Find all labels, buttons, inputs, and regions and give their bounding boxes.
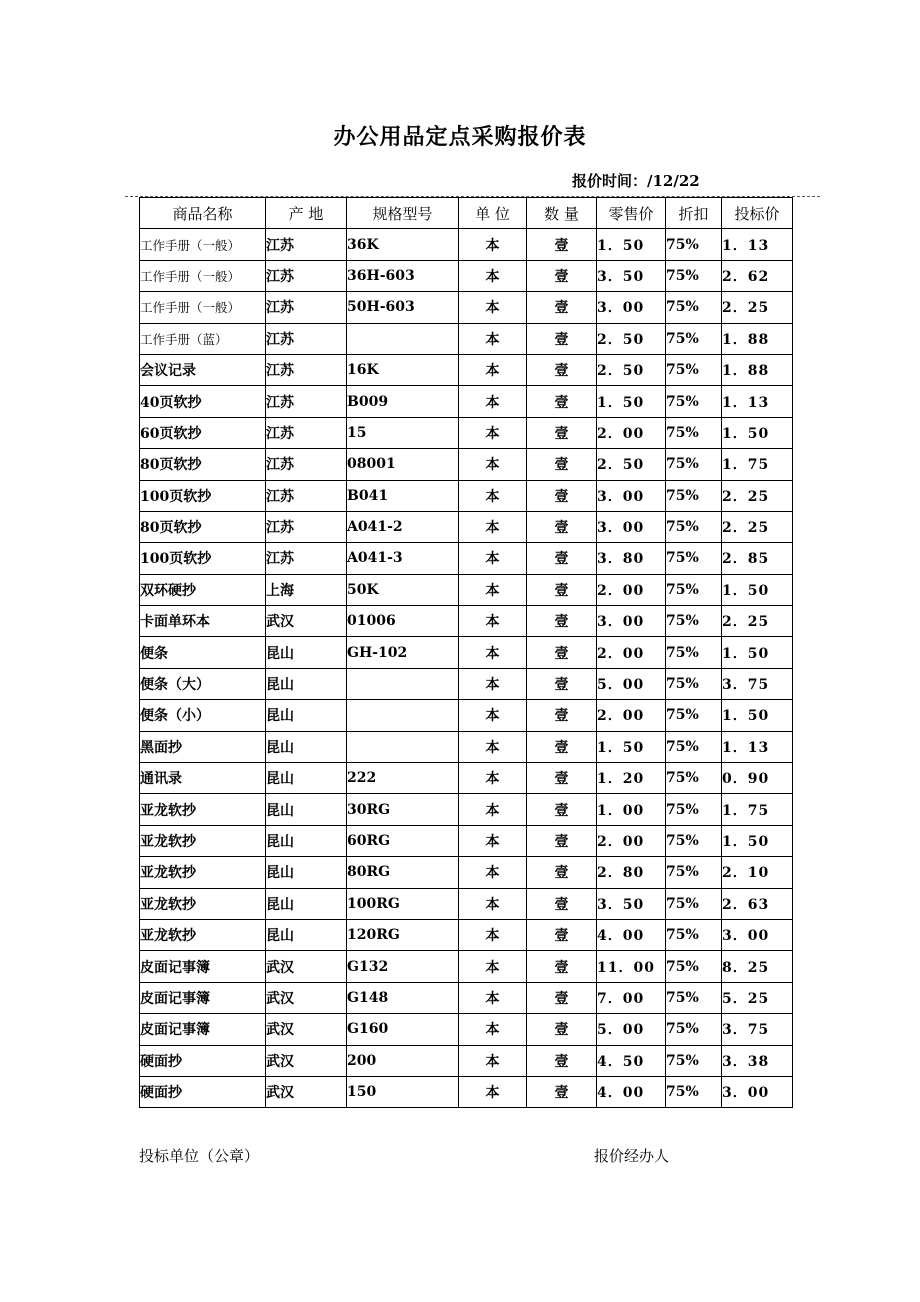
cell-spec: 100RG bbox=[347, 888, 459, 919]
table-row bbox=[140, 825, 793, 856]
table-row bbox=[140, 794, 793, 825]
cell-unit: 本 bbox=[459, 700, 527, 731]
cell-bid-price: 3．00 bbox=[722, 1076, 793, 1107]
cell-retail-price: 3．50 bbox=[597, 888, 666, 919]
table-header-row bbox=[140, 198, 793, 229]
cell-spec bbox=[347, 731, 459, 762]
cell-bid-price: 5．25 bbox=[722, 982, 793, 1013]
cell-origin: 武汉 bbox=[266, 1045, 347, 1076]
cell-discount: 75% bbox=[666, 292, 722, 323]
cell-bid-price: 2．85 bbox=[722, 543, 793, 574]
cell-quantity: 壹 bbox=[527, 543, 597, 574]
cell-retail-price: 2．00 bbox=[597, 417, 666, 448]
cell-unit: 本 bbox=[459, 480, 527, 511]
cell-bid-price: 3．00 bbox=[722, 919, 793, 950]
cell-name: 皮面记事簿 bbox=[140, 1014, 266, 1045]
cell-name: 工作手册（一般） bbox=[140, 292, 266, 323]
cell-quantity: 壹 bbox=[527, 731, 597, 762]
cell-retail-price: 1．00 bbox=[597, 794, 666, 825]
cell-name: 80页软抄 bbox=[140, 449, 266, 480]
cell-quantity: 壹 bbox=[527, 354, 597, 385]
cell-origin: 江苏 bbox=[266, 417, 347, 448]
cell-retail-price: 3．00 bbox=[597, 511, 666, 542]
cell-unit: 本 bbox=[459, 323, 527, 354]
cell-discount: 75% bbox=[666, 606, 722, 637]
cell-quantity: 壹 bbox=[527, 637, 597, 668]
cell-discount: 75% bbox=[666, 919, 722, 950]
cell-unit: 本 bbox=[459, 386, 527, 417]
cell-name: 黑面抄 bbox=[140, 731, 266, 762]
header-origin: 产 地 bbox=[266, 198, 347, 229]
cell-quantity: 壹 bbox=[527, 982, 597, 1013]
cell-name: 便条 bbox=[140, 637, 266, 668]
cell-spec: 01006 bbox=[347, 606, 459, 637]
table-row bbox=[140, 543, 793, 574]
cell-quantity: 壹 bbox=[527, 857, 597, 888]
cell-spec: 200 bbox=[347, 1045, 459, 1076]
cell-spec: 15 bbox=[347, 417, 459, 448]
cell-discount: 75% bbox=[666, 1045, 722, 1076]
header-retail-price: 零售价 bbox=[597, 198, 666, 229]
cell-unit: 本 bbox=[459, 606, 527, 637]
cell-discount: 75% bbox=[666, 260, 722, 291]
cell-name: 亚龙软抄 bbox=[140, 825, 266, 856]
cell-spec bbox=[347, 323, 459, 354]
cell-quantity: 壹 bbox=[527, 574, 597, 605]
cell-bid-price: 1．50 bbox=[722, 637, 793, 668]
cell-spec: G160 bbox=[347, 1014, 459, 1045]
cell-discount: 75% bbox=[666, 511, 722, 542]
table-row bbox=[140, 982, 793, 1013]
table-row bbox=[140, 480, 793, 511]
table-row bbox=[140, 229, 793, 260]
cell-retail-price: 4．00 bbox=[597, 1076, 666, 1107]
cell-discount: 75% bbox=[666, 668, 722, 699]
cell-name: 80页软抄 bbox=[140, 511, 266, 542]
cell-retail-price: 11．00 bbox=[597, 951, 666, 982]
price-table bbox=[139, 197, 793, 1108]
cell-discount: 75% bbox=[666, 480, 722, 511]
header-spec: 规格型号 bbox=[347, 198, 459, 229]
cell-unit: 本 bbox=[459, 951, 527, 982]
cell-quantity: 壹 bbox=[527, 919, 597, 950]
cell-spec: 120RG bbox=[347, 919, 459, 950]
cell-discount: 75% bbox=[666, 982, 722, 1013]
cell-unit: 本 bbox=[459, 574, 527, 605]
cell-origin: 江苏 bbox=[266, 449, 347, 480]
cell-retail-price: 1．50 bbox=[597, 229, 666, 260]
table-row bbox=[140, 763, 793, 794]
cell-name: 便条（大） bbox=[140, 668, 266, 699]
cell-retail-price: 2．00 bbox=[597, 700, 666, 731]
cell-origin: 昆山 bbox=[266, 919, 347, 950]
cell-discount: 75% bbox=[666, 1076, 722, 1107]
cell-discount: 75% bbox=[666, 794, 722, 825]
cell-unit: 本 bbox=[459, 982, 527, 1013]
table-row bbox=[140, 919, 793, 950]
cell-bid-price: 1．50 bbox=[722, 825, 793, 856]
cell-bid-price: 1．50 bbox=[722, 574, 793, 605]
cell-name: 双环硬抄 bbox=[140, 574, 266, 605]
cell-origin: 江苏 bbox=[266, 323, 347, 354]
cell-origin: 武汉 bbox=[266, 1014, 347, 1045]
cell-unit: 本 bbox=[459, 511, 527, 542]
cell-retail-price: 2．50 bbox=[597, 323, 666, 354]
cell-name: 60页软抄 bbox=[140, 417, 266, 448]
table-row bbox=[140, 417, 793, 448]
cell-spec: 36K bbox=[347, 229, 459, 260]
cell-name: 100页软抄 bbox=[140, 480, 266, 511]
cell-bid-price: 0．90 bbox=[722, 763, 793, 794]
cell-origin: 昆山 bbox=[266, 731, 347, 762]
cell-retail-price: 3．80 bbox=[597, 543, 666, 574]
cell-spec: 150 bbox=[347, 1076, 459, 1107]
cell-spec bbox=[347, 700, 459, 731]
cell-quantity: 壹 bbox=[527, 763, 597, 794]
cell-discount: 75% bbox=[666, 574, 722, 605]
cell-bid-price: 8．25 bbox=[722, 951, 793, 982]
table-row bbox=[140, 668, 793, 699]
cell-name: 亚龙软抄 bbox=[140, 857, 266, 888]
cell-retail-price: 4．00 bbox=[597, 919, 666, 950]
cell-origin: 江苏 bbox=[266, 511, 347, 542]
cell-quantity: 壹 bbox=[527, 386, 597, 417]
cell-spec bbox=[347, 668, 459, 699]
cell-spec: 30RG bbox=[347, 794, 459, 825]
cell-retail-price: 4．50 bbox=[597, 1045, 666, 1076]
cell-spec: G132 bbox=[347, 951, 459, 982]
cell-retail-price: 5．00 bbox=[597, 668, 666, 699]
cell-retail-price: 3．00 bbox=[597, 480, 666, 511]
cell-bid-price: 1．88 bbox=[722, 323, 793, 354]
cell-name: 亚龙软抄 bbox=[140, 888, 266, 919]
cell-origin: 昆山 bbox=[266, 637, 347, 668]
quote-time: 报价时间：/12/22 bbox=[572, 172, 700, 190]
table-row bbox=[140, 323, 793, 354]
cell-origin: 昆山 bbox=[266, 668, 347, 699]
table-row bbox=[140, 511, 793, 542]
header-discount: 折扣 bbox=[666, 198, 722, 229]
cell-retail-price: 3．50 bbox=[597, 260, 666, 291]
cell-retail-price: 3．00 bbox=[597, 292, 666, 323]
cell-quantity: 壹 bbox=[527, 668, 597, 699]
cell-retail-price: 2．00 bbox=[597, 574, 666, 605]
cell-name: 工作手册（一般） bbox=[140, 229, 266, 260]
cell-retail-price: 7．00 bbox=[597, 982, 666, 1013]
cell-retail-price: 2．80 bbox=[597, 857, 666, 888]
cell-name: 便条（小） bbox=[140, 700, 266, 731]
cell-name: 卡面单环本 bbox=[140, 606, 266, 637]
cell-quantity: 壹 bbox=[527, 480, 597, 511]
cell-unit: 本 bbox=[459, 1045, 527, 1076]
cell-bid-price: 1．75 bbox=[722, 449, 793, 480]
cell-spec: 80RG bbox=[347, 857, 459, 888]
table-row bbox=[140, 637, 793, 668]
cell-bid-price: 1．75 bbox=[722, 794, 793, 825]
cell-unit: 本 bbox=[459, 1076, 527, 1107]
cell-spec: B041 bbox=[347, 480, 459, 511]
cell-bid-price: 2．63 bbox=[722, 888, 793, 919]
cell-bid-price: 3．75 bbox=[722, 668, 793, 699]
cell-unit: 本 bbox=[459, 229, 527, 260]
cell-retail-price: 2．50 bbox=[597, 449, 666, 480]
cell-bid-price: 2．25 bbox=[722, 606, 793, 637]
cell-retail-price: 3．00 bbox=[597, 606, 666, 637]
cell-bid-price: 3．75 bbox=[722, 1014, 793, 1045]
table-row bbox=[140, 1076, 793, 1107]
cell-quantity: 壹 bbox=[527, 449, 597, 480]
cell-unit: 本 bbox=[459, 292, 527, 323]
table-row bbox=[140, 888, 793, 919]
cell-bid-price: 3．38 bbox=[722, 1045, 793, 1076]
cell-discount: 75% bbox=[666, 449, 722, 480]
cell-unit: 本 bbox=[459, 763, 527, 794]
cell-origin: 江苏 bbox=[266, 229, 347, 260]
cell-unit: 本 bbox=[459, 857, 527, 888]
cell-quantity: 壹 bbox=[527, 260, 597, 291]
cell-spec: 50K bbox=[347, 574, 459, 605]
cell-unit: 本 bbox=[459, 543, 527, 574]
cell-quantity: 壹 bbox=[527, 794, 597, 825]
cell-origin: 江苏 bbox=[266, 292, 347, 323]
cell-retail-price: 2．50 bbox=[597, 354, 666, 385]
table-row bbox=[140, 1045, 793, 1076]
header-quantity: 数 量 bbox=[527, 198, 597, 229]
table-row bbox=[140, 354, 793, 385]
cell-quantity: 壹 bbox=[527, 511, 597, 542]
cell-spec: GH-102 bbox=[347, 637, 459, 668]
cell-bid-price: 2．10 bbox=[722, 857, 793, 888]
cell-origin: 武汉 bbox=[266, 606, 347, 637]
table-row bbox=[140, 449, 793, 480]
cell-bid-price: 2．25 bbox=[722, 511, 793, 542]
cell-discount: 75% bbox=[666, 1014, 722, 1045]
cell-quantity: 壹 bbox=[527, 825, 597, 856]
cell-discount: 75% bbox=[666, 731, 722, 762]
cell-unit: 本 bbox=[459, 888, 527, 919]
bidder-unit-label: 投标单位（公章） bbox=[139, 1147, 260, 1165]
cell-origin: 昆山 bbox=[266, 857, 347, 888]
cell-unit: 本 bbox=[459, 260, 527, 291]
cell-discount: 75% bbox=[666, 825, 722, 856]
cell-retail-price: 1．50 bbox=[597, 731, 666, 762]
cell-spec: 50H-603 bbox=[347, 292, 459, 323]
cell-unit: 本 bbox=[459, 354, 527, 385]
cell-retail-price: 1．50 bbox=[597, 386, 666, 417]
cell-unit: 本 bbox=[459, 449, 527, 480]
cell-name: 工作手册（蓝） bbox=[140, 323, 266, 354]
cell-discount: 75% bbox=[666, 857, 722, 888]
cell-discount: 75% bbox=[666, 543, 722, 574]
cell-unit: 本 bbox=[459, 794, 527, 825]
cell-origin: 昆山 bbox=[266, 763, 347, 794]
header-name: 商品名称 bbox=[140, 198, 266, 229]
cell-retail-price: 2．00 bbox=[597, 825, 666, 856]
cell-bid-price: 1．88 bbox=[722, 354, 793, 385]
cell-quantity: 壹 bbox=[527, 1045, 597, 1076]
cell-unit: 本 bbox=[459, 825, 527, 856]
cell-quantity: 壹 bbox=[527, 951, 597, 982]
cell-quantity: 壹 bbox=[527, 323, 597, 354]
cell-quantity: 壹 bbox=[527, 700, 597, 731]
cell-retail-price: 1．20 bbox=[597, 763, 666, 794]
cell-quantity: 壹 bbox=[527, 292, 597, 323]
cell-discount: 75% bbox=[666, 763, 722, 794]
cell-origin: 昆山 bbox=[266, 825, 347, 856]
table-row bbox=[140, 951, 793, 982]
cell-quantity: 壹 bbox=[527, 229, 597, 260]
table-row bbox=[140, 260, 793, 291]
cell-origin: 上海 bbox=[266, 574, 347, 605]
cell-spec: A041-3 bbox=[347, 543, 459, 574]
cell-origin: 江苏 bbox=[266, 260, 347, 291]
cell-discount: 75% bbox=[666, 323, 722, 354]
cell-retail-price: 5．00 bbox=[597, 1014, 666, 1045]
cell-bid-price: 1．50 bbox=[722, 417, 793, 448]
cell-discount: 75% bbox=[666, 386, 722, 417]
cell-spec: 222 bbox=[347, 763, 459, 794]
table-row bbox=[140, 386, 793, 417]
cell-unit: 本 bbox=[459, 637, 527, 668]
cell-name: 100页软抄 bbox=[140, 543, 266, 574]
cell-discount: 75% bbox=[666, 888, 722, 919]
cell-spec: 08001 bbox=[347, 449, 459, 480]
cell-spec: A041-2 bbox=[347, 511, 459, 542]
cell-discount: 75% bbox=[666, 417, 722, 448]
cell-name: 通讯录 bbox=[140, 763, 266, 794]
cell-spec: 60RG bbox=[347, 825, 459, 856]
cell-unit: 本 bbox=[459, 919, 527, 950]
cell-origin: 武汉 bbox=[266, 951, 347, 982]
quote-handler-label: 报价经办人 bbox=[594, 1147, 670, 1165]
cell-origin: 武汉 bbox=[266, 1076, 347, 1107]
cell-name: 硬面抄 bbox=[140, 1045, 266, 1076]
table-row bbox=[140, 700, 793, 731]
cell-quantity: 壹 bbox=[527, 606, 597, 637]
cell-origin: 江苏 bbox=[266, 354, 347, 385]
header-unit: 单 位 bbox=[459, 198, 527, 229]
cell-spec: B009 bbox=[347, 386, 459, 417]
cell-origin: 昆山 bbox=[266, 794, 347, 825]
cell-discount: 75% bbox=[666, 951, 722, 982]
table-row bbox=[140, 857, 793, 888]
cell-unit: 本 bbox=[459, 417, 527, 448]
cell-name: 40页软抄 bbox=[140, 386, 266, 417]
cell-name: 工作手册（一般） bbox=[140, 260, 266, 291]
cell-discount: 75% bbox=[666, 229, 722, 260]
cell-bid-price: 2．62 bbox=[722, 260, 793, 291]
cell-origin: 江苏 bbox=[266, 480, 347, 511]
table-body bbox=[140, 229, 793, 1108]
header-bid-price: 投标价 bbox=[722, 198, 793, 229]
table-row bbox=[140, 606, 793, 637]
document-title: 办公用品定点采购报价表 bbox=[333, 124, 587, 150]
cell-bid-price: 1．50 bbox=[722, 700, 793, 731]
cell-quantity: 壹 bbox=[527, 417, 597, 448]
cell-unit: 本 bbox=[459, 731, 527, 762]
cell-bid-price: 2．25 bbox=[722, 292, 793, 323]
cell-unit: 本 bbox=[459, 1014, 527, 1045]
cell-name: 皮面记事簿 bbox=[140, 951, 266, 982]
table-row bbox=[140, 574, 793, 605]
cell-unit: 本 bbox=[459, 668, 527, 699]
cell-spec: 16K bbox=[347, 354, 459, 385]
cell-retail-price: 2．00 bbox=[597, 637, 666, 668]
cell-quantity: 壹 bbox=[527, 888, 597, 919]
cell-discount: 75% bbox=[666, 354, 722, 385]
cell-name: 会议记录 bbox=[140, 354, 266, 385]
cell-bid-price: 1．13 bbox=[722, 386, 793, 417]
cell-name: 亚龙软抄 bbox=[140, 794, 266, 825]
cell-discount: 75% bbox=[666, 700, 722, 731]
cell-origin: 昆山 bbox=[266, 700, 347, 731]
cell-bid-price: 2．25 bbox=[722, 480, 793, 511]
cell-spec: G148 bbox=[347, 982, 459, 1013]
cell-origin: 江苏 bbox=[266, 386, 347, 417]
cell-quantity: 壹 bbox=[527, 1076, 597, 1107]
cell-discount: 75% bbox=[666, 637, 722, 668]
cell-name: 硬面抄 bbox=[140, 1076, 266, 1107]
cell-name: 亚龙软抄 bbox=[140, 919, 266, 950]
table-row bbox=[140, 292, 793, 323]
table-row bbox=[140, 731, 793, 762]
cell-name: 皮面记事簿 bbox=[140, 982, 266, 1013]
cell-bid-price: 1．13 bbox=[722, 229, 793, 260]
cell-origin: 江苏 bbox=[266, 543, 347, 574]
cell-spec: 36H-603 bbox=[347, 260, 459, 291]
table-row bbox=[140, 1014, 793, 1045]
cell-bid-price: 1．13 bbox=[722, 731, 793, 762]
cell-origin: 昆山 bbox=[266, 888, 347, 919]
cell-quantity: 壹 bbox=[527, 1014, 597, 1045]
cell-origin: 武汉 bbox=[266, 982, 347, 1013]
